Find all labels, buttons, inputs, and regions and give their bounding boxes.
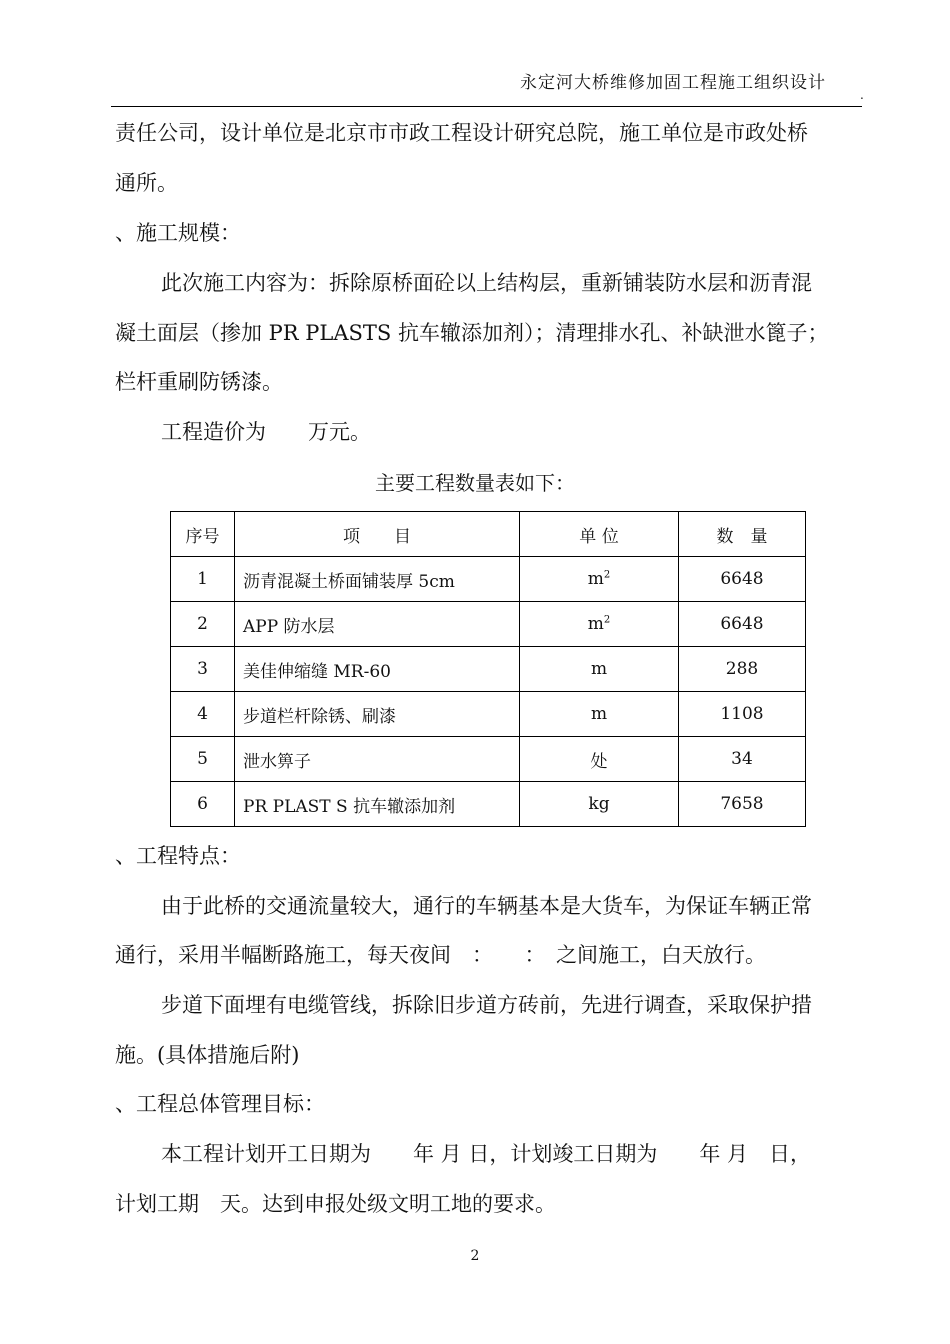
cost-line: 工程造价为 万元。 [161,420,371,444]
cell-no: 3 [171,647,235,692]
table-header-row [171,512,806,557]
para-line: 步道下面埋有电缆管线，拆除旧步道方砖前，先进行调查，采取保护措 [161,993,812,1017]
table-row [171,782,806,827]
unit-base: 处 [590,751,608,772]
cell-item: 美佳伸缩缝 MR-60 [235,647,520,692]
cell-unit [520,692,679,737]
cell-unit [520,647,679,692]
para-line: 凝土面层（掺加 PR PLASTS 抗车辙添加剂）；清理排水孔、补缺泄水篦子； [115,321,829,345]
cell-unit [520,782,679,827]
header-cell-no: 序号 [171,512,235,557]
cell-unit [520,737,679,782]
unit-base: m [590,659,608,679]
cell-qty: 6648 [679,602,806,647]
cell-item: PR PLAST S 抗车辙添加剂 [235,782,520,827]
cell-no: 1 [171,557,235,602]
unit-superscript: 2 [603,569,611,581]
table-row [171,602,806,647]
cell-qty: 288 [679,647,806,692]
quantity-table [170,511,806,827]
table-row [171,692,806,737]
cell-item: 泄水箅子 [235,737,520,782]
table-row [171,647,806,692]
cell-item: 沥青混凝土桥面铺装厚 5cm [235,557,520,602]
cell-no: 6 [171,782,235,827]
para-line: 本工程计划开工日期为 年 月 日，计划竣工日期为 年 月 日， [161,1142,812,1166]
para-line: 通行，采用半幅断路施工，每天夜间 ： ： 之间施工，白天放行。 [115,943,766,967]
unit-superscript: 2 [603,614,611,626]
table-caption: 主要工程数量表如下： [375,471,575,495]
cell-item: APP 防水层 [235,602,520,647]
header-cell-qty: 数 量 [679,512,806,557]
table-row [171,557,806,602]
cell-qty: 1108 [679,692,806,737]
header-mark: . [860,88,864,102]
unit-base: kg [588,794,610,814]
cell-no: 5 [171,737,235,782]
unit-base: m [587,614,604,634]
cell-no: 4 [171,692,235,737]
para-line: 责任公司，设计单位是北京市市政工程设计研究总院，施工单位是市政处桥 [115,121,808,145]
cell-qty: 7658 [679,782,806,827]
section-heading-features: 、工程特点： [115,844,241,868]
unit-base: m [590,704,608,724]
unit-base: m [587,569,604,589]
section-heading-goals: 、工程总体管理目标： [115,1092,325,1116]
cell-unit [520,602,679,647]
page-number: 2 [470,1248,480,1264]
cell-qty: 34 [679,737,806,782]
cell-item: 步道栏杆除锈、刷漆 [235,692,520,737]
section-heading-scale: 、施工规模： [115,221,241,245]
running-header: 永定河大桥维修加固工程施工组织设计 [520,73,826,93]
para-line: 施。(具体措施后附) [115,1043,300,1067]
para-line: 栏杆重刷防锈漆。 [115,370,283,394]
header-rule [111,106,862,107]
para-line: 由于此桥的交通流量较大，通行的车辆基本是大货车，为保证车辆正常 [161,894,812,918]
para-line: 此次施工内容为：拆除原桥面砼以上结构层，重新铺装防水层和沥青混 [161,271,812,295]
table-row [171,737,806,782]
header-cell-item: 项 目 [235,512,520,557]
para-line: 通所。 [115,171,178,195]
cell-no: 2 [171,602,235,647]
header-cell-unit: 单 位 [520,512,679,557]
cell-qty: 6648 [679,557,806,602]
cell-unit [520,557,679,602]
para-line: 计划工期 天。达到申报处级文明工地的要求。 [115,1192,556,1216]
